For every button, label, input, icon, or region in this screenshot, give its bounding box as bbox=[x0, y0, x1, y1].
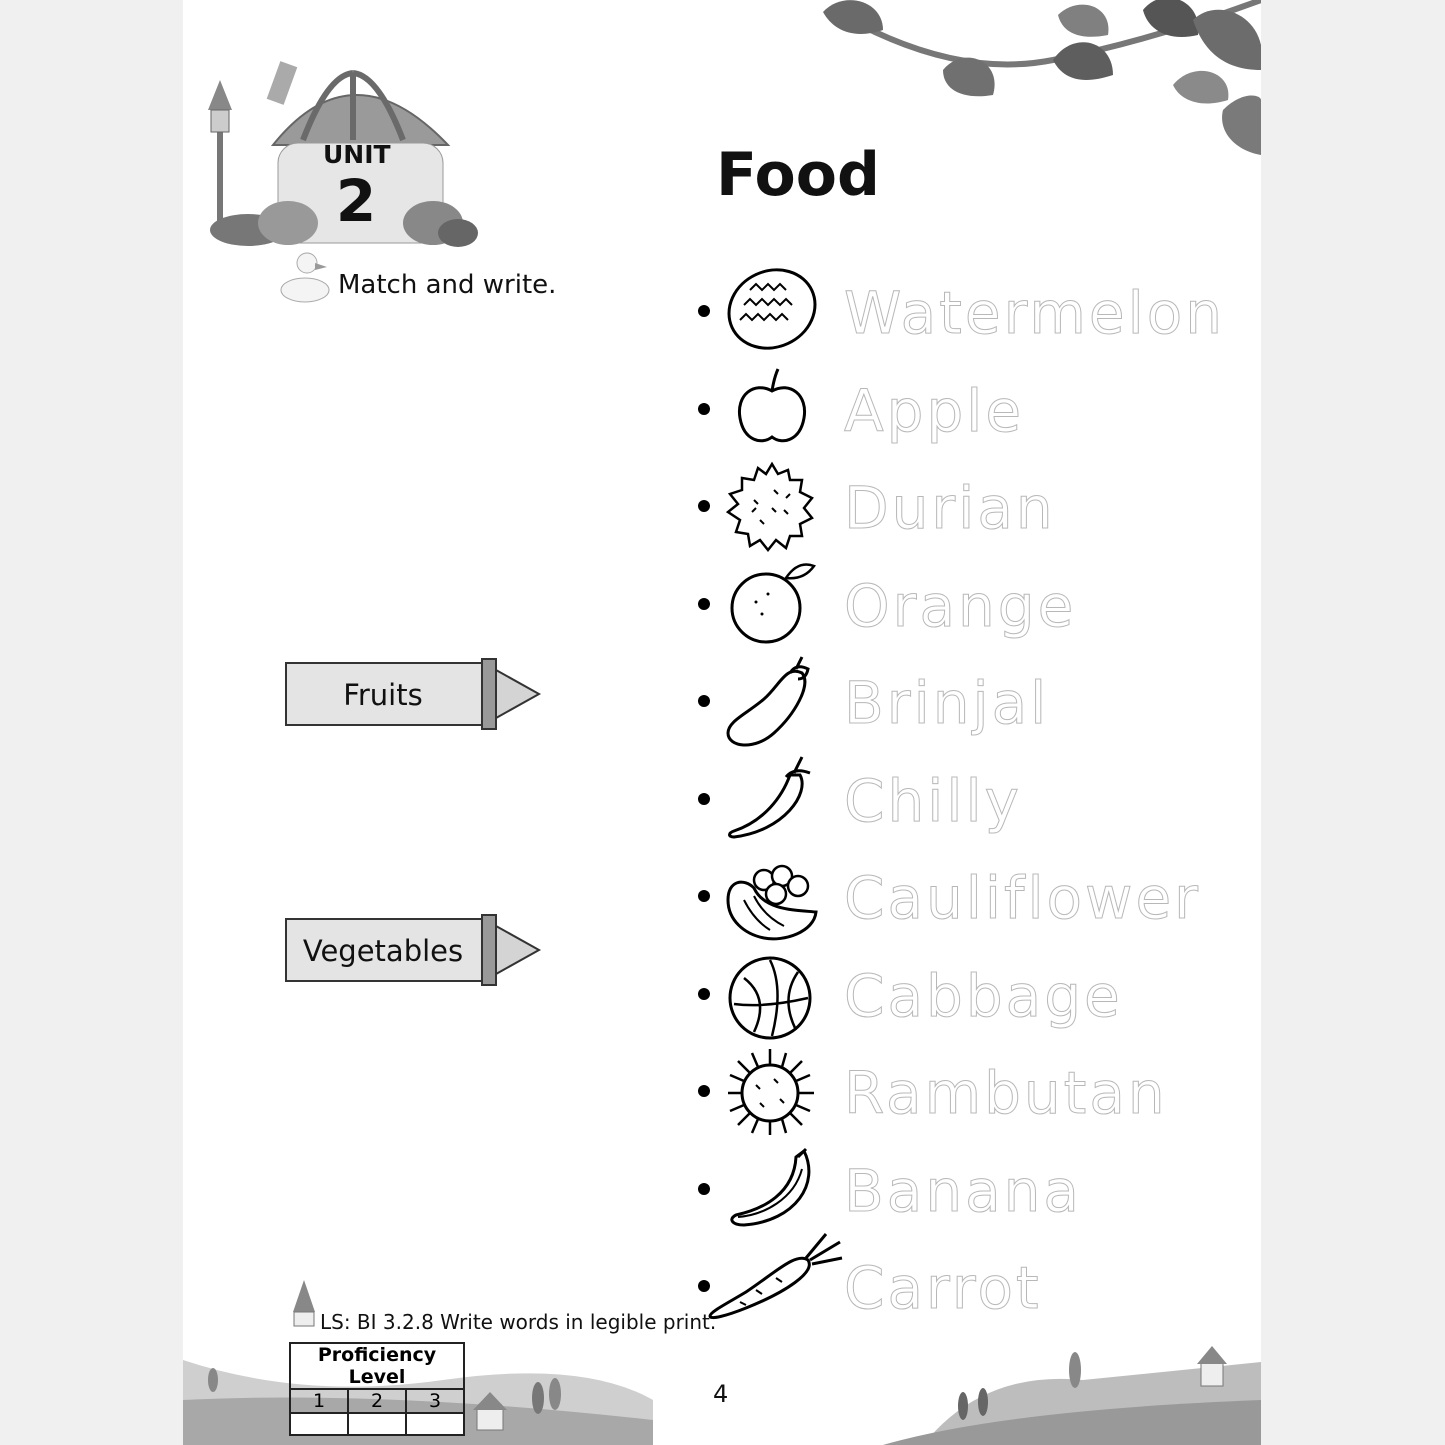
carrot-icon bbox=[706, 1232, 846, 1332]
trace-word: Cauliflower bbox=[844, 864, 1202, 932]
match-dot[interactable] bbox=[698, 1183, 710, 1195]
duck-icon bbox=[275, 245, 335, 305]
proficiency-table bbox=[289, 1342, 465, 1436]
food-row-cabbage bbox=[698, 948, 1218, 1040]
trace-word: Chilly bbox=[844, 767, 1022, 835]
match-dot[interactable] bbox=[698, 500, 710, 512]
crayon-fruits bbox=[285, 658, 545, 732]
instruction-text: Match and write. bbox=[338, 270, 557, 300]
proficiency-level: 2 bbox=[348, 1389, 406, 1413]
food-row-orange bbox=[698, 558, 1218, 650]
match-dot[interactable] bbox=[698, 988, 710, 1000]
match-dot[interactable] bbox=[698, 305, 710, 317]
durian-icon bbox=[724, 460, 820, 552]
food-row-watermelon bbox=[698, 265, 1225, 357]
cabbage-icon bbox=[724, 948, 820, 1040]
leaves-decoration bbox=[813, 0, 1261, 170]
brinjal-icon bbox=[724, 655, 820, 747]
food-row-durian bbox=[698, 460, 1218, 552]
proficiency-checkbox[interactable] bbox=[290, 1413, 348, 1435]
rambutan-icon bbox=[724, 1045, 820, 1137]
trace-word: Apple bbox=[844, 377, 1025, 445]
page-title: Food bbox=[716, 140, 880, 210]
match-dot[interactable] bbox=[698, 890, 710, 902]
match-dot[interactable] bbox=[698, 598, 710, 610]
trace-word: Watermelon bbox=[844, 279, 1225, 347]
worksheet-page bbox=[183, 0, 1261, 1445]
match-dot[interactable] bbox=[698, 1085, 710, 1097]
food-row-cauliflower bbox=[698, 850, 1218, 942]
unit-number: 2 bbox=[335, 167, 377, 235]
match-dot[interactable] bbox=[698, 793, 710, 805]
trace-word: Orange bbox=[844, 572, 1077, 640]
match-dot[interactable] bbox=[698, 403, 710, 415]
trace-word: Brinjal bbox=[844, 669, 1050, 737]
orange-icon bbox=[724, 558, 820, 650]
learning-standard-text: LS: BI 3.2.8 Write words in legible print. bbox=[320, 1310, 717, 1334]
food-row-chilly bbox=[698, 753, 1218, 845]
cauliflower-icon bbox=[724, 850, 820, 942]
unit-label: UNIT bbox=[323, 140, 391, 169]
watermelon-icon bbox=[724, 265, 820, 357]
page-number: 4 bbox=[713, 1380, 729, 1408]
trace-word: Carrot bbox=[844, 1254, 1042, 1322]
category-label-vegetables: Vegetables bbox=[302, 934, 464, 968]
proficiency-checkbox[interactable] bbox=[348, 1413, 406, 1435]
apple-icon bbox=[724, 363, 820, 455]
category-label-fruits: Fruits bbox=[343, 678, 423, 712]
food-row-apple bbox=[698, 363, 1218, 455]
match-dot[interactable] bbox=[698, 695, 710, 707]
proficiency-label: Proficiency Level bbox=[290, 1343, 464, 1389]
crayon-vegetables bbox=[285, 914, 545, 988]
trace-word: Cabbage bbox=[844, 962, 1123, 1030]
proficiency-level: 3 bbox=[406, 1389, 464, 1413]
proficiency-level: 1 bbox=[290, 1389, 348, 1413]
food-row-brinjal bbox=[698, 655, 1218, 747]
chilly-icon bbox=[724, 753, 820, 845]
banana-icon bbox=[724, 1143, 820, 1235]
food-row-banana bbox=[698, 1143, 1218, 1235]
trace-word: Banana bbox=[844, 1157, 1082, 1225]
food-row-rambutan bbox=[698, 1045, 1218, 1137]
trace-word: Rambutan bbox=[844, 1059, 1168, 1127]
tree-icon bbox=[291, 1278, 317, 1328]
food-row-carrot bbox=[698, 1240, 1218, 1332]
proficiency-checkbox[interactable] bbox=[406, 1413, 464, 1435]
trace-word: Durian bbox=[844, 474, 1056, 542]
